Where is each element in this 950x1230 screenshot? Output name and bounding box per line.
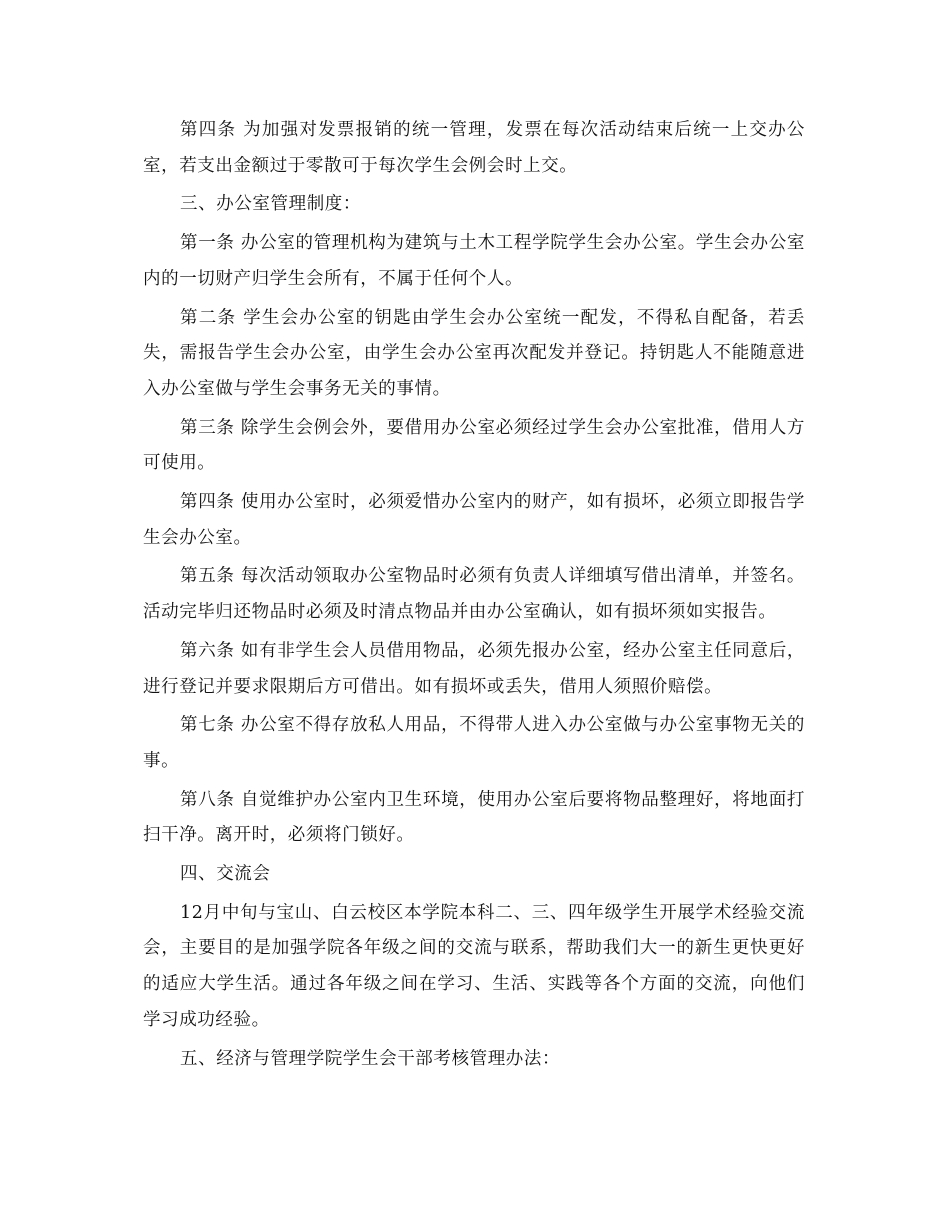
paragraph-article-1: 第一条 办公室的管理机构为建筑与土木工程学院学生会办公室。学生会办公室内的一切财产归学生会所有，不属于任何个人。: [143, 233, 805, 289]
paragraph-article-3: 第三条 除学生会例会外，要借用办公室必须经过学生会办公室批准，借用人方可使用。: [143, 417, 805, 474]
section-heading-office-rules: 三、办公室管理制度：: [180, 194, 361, 215]
paragraph-article-5: 第五条 每次活动领取办公室物品时必须有负责人详细填写借出清单，并签名。活动完毕归还物品时必须及时清点物品并由办公室确认，如有损坏须如实报告。: [143, 566, 805, 623]
section-heading-assessment: 五、经济与管理学院学生会干部考核管理办法：: [180, 1048, 561, 1069]
paragraph-article-7: 第七条 办公室不得存放私人用品，不得带人进入办公室做与办公室事物无关的事。: [143, 715, 805, 771]
paragraph-article-4-invoices: 第四条 为加强对发票报销的统一管理，发票在每次活动结束后统一上交办公室，若支出金额过于零散可于每次学生会例会时上交。: [143, 120, 805, 176]
paragraph-article-6: 第六条 如有非学生会人员借用物品，必须先报办公室，经办公室主任同意后，进行登记并要求限期后方可借出。如有损坏或丢失，借用人须照价赔偿。: [143, 640, 805, 697]
paragraph-article-8: 第八条 自觉维护办公室内卫生环境，使用办公室后要将物品整理好，将地面打扫干净。离开时，必须将门锁好。: [143, 789, 805, 846]
section-heading-exchange-meeting: 四、交流会: [180, 864, 271, 885]
paragraph-article-2: 第二条 学生会办公室的钥匙由学生会办公室统一配发，不得私自配备，若丢失，需报告学生会办公室，由学生会办公室再次配发并登记。持钥匙人不能随意进入办公室做与学生会事务无关的事情。: [143, 307, 805, 399]
paragraph-exchange-meeting: 12月中旬与宝山、白云校区本学院本科二、三、四年级学生开展学术经验交流会，主要目的是加强学院各年级之间的交流与联系，帮助我们大一的新生更快更好的适应大学生活。通过各年级之间在学习、生活、实践等各个方面的交流，向他们学习成功经验。: [143, 902, 805, 1030]
paragraph-article-4: 第四条 使用办公室时，必须爱惜办公室内的财产，如有损坏，必须立即报告学生会办公室。: [143, 492, 805, 548]
document-body: [143, 113, 805, 1080]
